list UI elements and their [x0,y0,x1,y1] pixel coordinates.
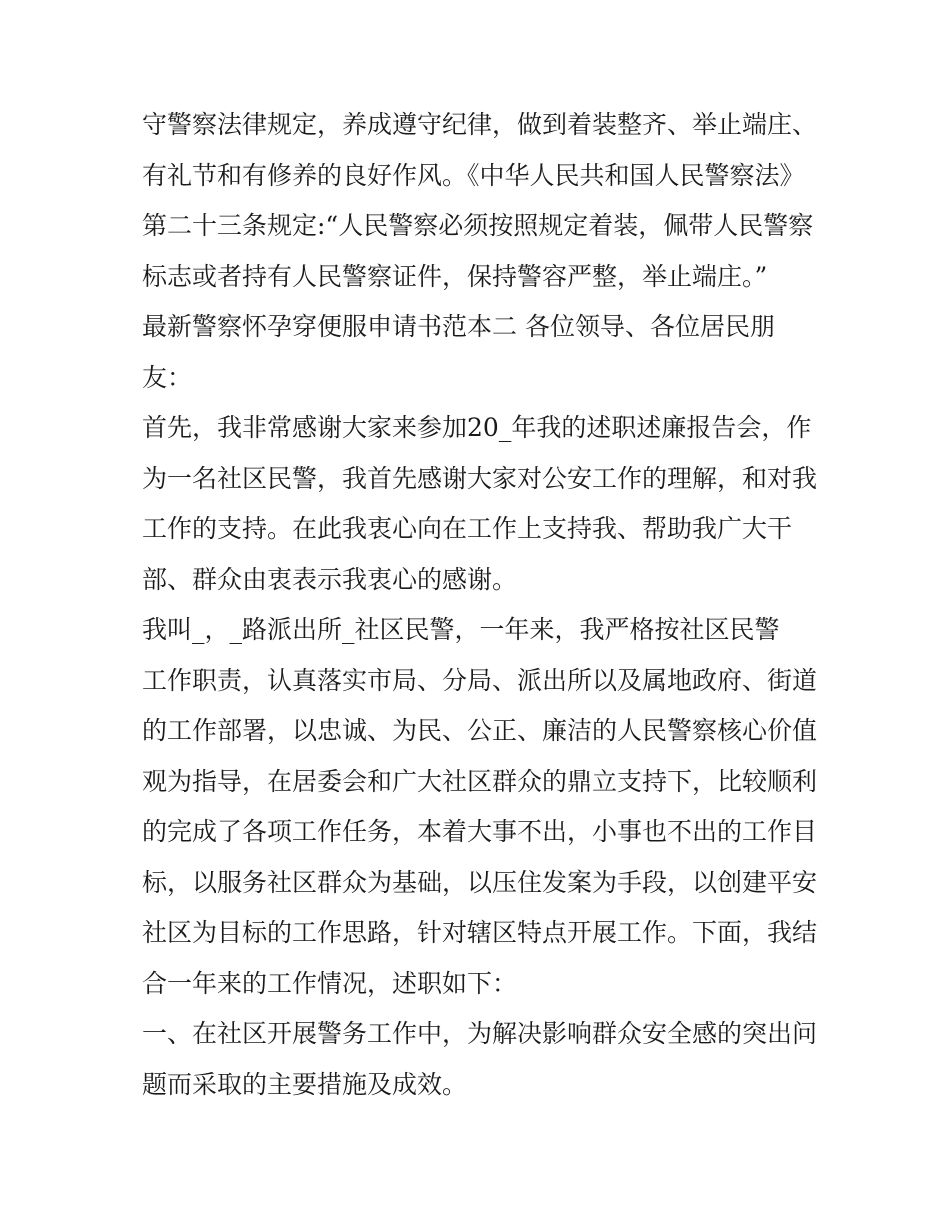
text-line-15: 的完成了各项工作任务，本着大事不出，小事也不出的工作目 [142,817,818,846]
text-line-5: 最新警察怀孕穿便服申请书范本二 各位领导、各位居民朋 [142,312,775,341]
text-line-12: 工作职责，认真落实市局、分局、派出所以及属地政府、街道 [142,665,818,695]
text-line-4: 标志或者持有人民警察证件，保持警容严整，举止端庄。” [142,261,768,291]
text-line-18: 合一年来的工作情况，述职如下： [142,968,518,998]
text-line-11: 我叫_，_路派出所_社区民警，一年来，我严格按社区民警 [142,615,780,644]
text-line-10: 部、群众由衷表示我衷心的感谢。 [142,564,518,594]
text-line-2: 有礼节和有修养的良好作风。《中华人民共和国人民警察法》 [142,160,805,190]
text-line-17: 社区为目标的工作思路，针对辖区特点开展工作。下面，我结 [142,918,818,947]
text-line-19: 一、在社区开展警务工作中，为解决影响群众安全感的突出问 [142,1019,818,1048]
text-line-8: 为一名社区民警，我首先感谢大家对公安工作的理解，和对我 [142,463,818,493]
text-line-1: 守警察法律规定，养成遵守纪律，做到着装整齐、举止端庄、 [142,110,818,139]
text-line-16: 标，以服务社区群众为基础，以压住发案为手段，以创建平安 [142,867,818,897]
text-line-20: 题而采取的主要措施及成效。 [142,1069,468,1099]
text-line-6: 友： [142,362,193,392]
document-body [142,100,822,1110]
text-line-13: 的工作部署，以忠诚、为民、公正、廉洁的人民警察核心价值 [142,716,818,745]
text-line-9: 工作的支持。在此我衷心向在工作上支持我、帮助我广大干 [142,514,793,543]
text-line-7: 首先，我非常感谢大家来参加20_年我的述职述廉报告会，作 [142,413,812,442]
text-line-3: 第二十三条规定:“人民警察必须按照规定着装，佩带人民警察 [142,211,814,240]
text-line-14: 观为指导，在居委会和广大社区群众的鼎立支持下，比较顺利 [142,766,818,796]
